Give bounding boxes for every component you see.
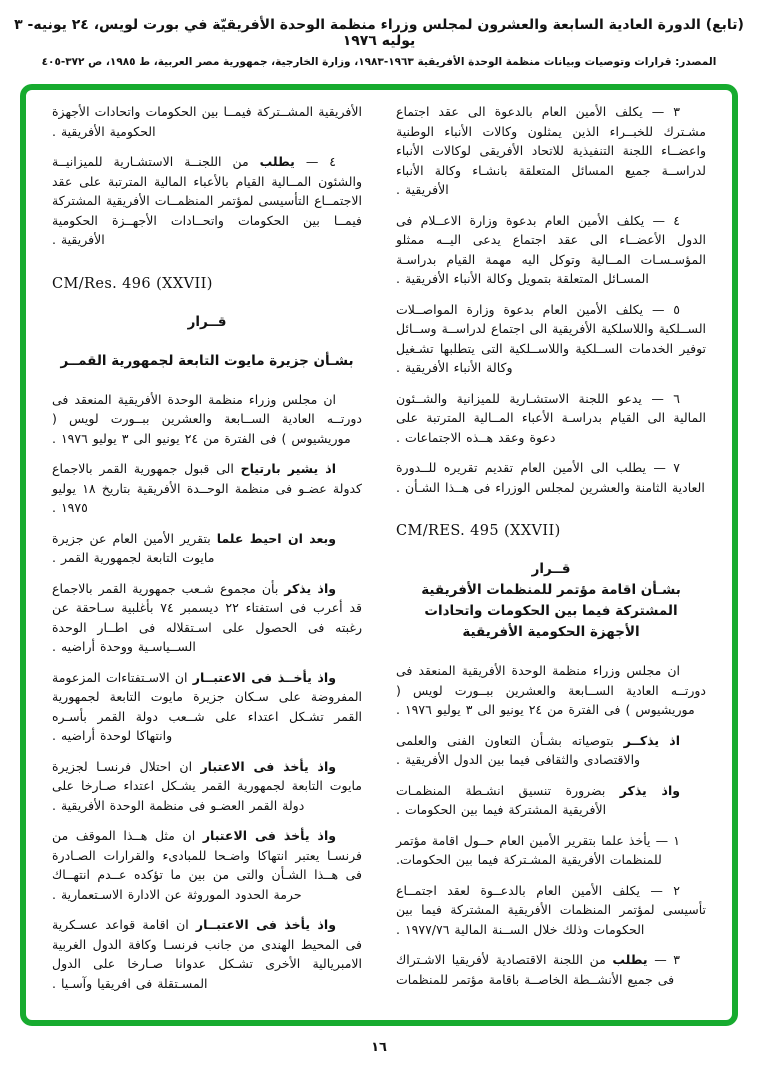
column-right — [396, 102, 706, 1004]
resolution-title — [52, 312, 362, 333]
resolution-title — [52, 351, 362, 372]
paragraph: واذ يذكر بضرورة تنسيق انشـطة المنظمـات الأفريقية المشتركة فيما بين الحكومات . — [396, 782, 680, 817]
paragraph-lead: يطلب — [259, 154, 295, 169]
resolution-title-line: المشتركة فيما بين الحكومات واتحادات — [424, 603, 678, 619]
document-frame — [20, 84, 738, 1026]
paragraph: الأفريقية المشــتركة فيمــا بين الحكومات واتحادات الأجهزة الحكومية الأفريقية . — [52, 104, 362, 139]
paragraph-lead: اذ يذكــر — [623, 732, 680, 748]
paragraph: واذ يأخذ فى الاعتبار ان احتلال فرنسـا لجزيرة مايوت التابعة لجمهورية القمر يشـكل اعتداء صـارخا على دولة القمر العضـو فى منظمة الوحدة الأفريقية . — [52, 758, 362, 813]
resolution-title — [396, 559, 706, 643]
paragraph: واذ يأخذ فى الاعتبــار ان اقامة قواعد عسـكرية فى المحيط الهندى من جانب فرنسـا وكافة الدول الغربية الامبريالية الأخرى تشـكل عدوانا صـارخا على الدول المسـتقلة فى افريقيا وآسـيا . — [52, 917, 362, 991]
paragraph-lead: وبعد ان احيط علما — [216, 530, 337, 546]
paragraph-lead: واذ يأخذ فى الاعتبــار — [195, 917, 336, 932]
resolution-title-line: الأجهزة الحكومية الأفريقية — [462, 624, 640, 640]
paragraph: ٢ — يكلف الأمين العام بالدعــوة لعقد اجتمــاع تأسيسى لمؤتمر المنظمات الأفريقية المشتركة فيما بين الحكومات وذلك خلال الســنة المالية ١٩٧٧/٧٦ . — [396, 882, 706, 937]
resolution-ref: CM/RES. 495 (XXVII) — [396, 523, 561, 539]
paragraph-lead: واذ يأخذ فى الاعتبار — [200, 758, 336, 774]
paragraph: وبعد ان احيط علما بتقرير الأمين العام عن جزيرة مايوت التابعة لجمهورية القمر . — [52, 530, 337, 565]
paragraph: ٣ — يكلف الأمين العام بالدعوة الى عقد اجتماع مشـترك للخبــراء الذين يمثلون وكالات الأنباء الوطنية واعضــاء اللجنة التنفيذية للاتحاد الأفريقى لوكالات الأنباء لدراســة جميع المسائل المتعلقة بانشـاء وكالة الأنباء الأفريقية . — [396, 104, 706, 197]
paragraph-lead: واذ يأخــذ فى الاعتبــار — [192, 669, 336, 685]
paragraph: واذ يذكر بأن مجموع شـعب جمهورية القمر بالاجماع قد أعرب فى استفتاء ٢٢ ديسمبر ٧٤ بأغلبية سـاحقة عن رغبته فى الحصول على اسـتقلاله فى اطــار الوحدة الســياسـية ووحدة أراضيه . — [52, 580, 362, 654]
paragraph: ٥ — يكلف الأمين العام بدعوة وزارة المواصــلات الســلكية واللاسلكية الأفريقية الى اجتماع لدراســة وســائل توفير الخدمات الســلكية واللاســلكية التى يتطلبها تشـغيل وكالة الأنباء الأفريقية . — [396, 301, 706, 375]
paragraph-lead: واذ يأخذ فى الاعتبار — [202, 828, 336, 843]
paragraph: ٧ — يطلب الى الأمين العام تقديم تقريره للــدورة العادية الثامنة والعشرين لمجلس الوزراء فى هــذا الشـأن . — [396, 460, 705, 495]
paragraph: ان مجلس وزراء منظمة الوحدة الأفريقية المنعقد فى دورتــه العادية الســابعة والعشرين ببــورت لويس ( موريشيوس ) فى الفترة من ٢٤ يونيو الى ٣ يوليو ١٩٧٦ . — [52, 391, 362, 446]
page-number: ١٦ — [371, 1040, 387, 1055]
paragraph: ٦ — يدعو اللجنة الاستشـارية للميزانية والشــئون المالية الى القيام بدراسـة الأعباء المــالية المترتبة على دعوة وعقد هــذه الاجتماعات . — [396, 390, 706, 445]
paragraph: ١ — يأخذ علما بتقرير الأمين العام حــول اقامة مؤتمر للمنظمات الأفريقية المشـتركة فيما بين الحكومات. — [396, 832, 680, 867]
paragraph: واذ يأخذ فى الاعتبار ان مثل هــذا الموقف من فرنسـا يعتبر انتهاكا واضـحا للمبادىء والقرارات الصـادرة فى هــذا الشـأن والتى من بين ما تؤكده عــدم انتهــاك حرمة الحدود الموروثة عن الادارة الاسـتعمارية . — [52, 828, 362, 902]
header-source: المصدر: قرارات وتوصيات وبيانات منظمة الوحدة الأفريقية ١٩٦٣-١٩٨٣، وزارة الخارجية، جمهورية مصر العربية، ط ١٩٨٥، ص ٣٧٢-٤٠٥ — [41, 56, 717, 68]
paragraph: ٣ — يطلب من اللجنة الاقتصادية لأفريقيا الاشـتراك فى جميع الأنشــطة الخاصــة باقامة مؤتمر للمنظمات — [396, 952, 680, 987]
paragraph: واذ يأخــذ فى الاعتبــار ان الاسـتفتاءات المزعومة المفروضة على سـكان جزيرة مايوت التابعة لجمهورية القمر تشـكل اعتداء على شــعب دولة القمر بأسـره وانتهاكا لوحدة أراضيه . — [52, 669, 362, 743]
resolution-title-line: قــرار — [187, 313, 227, 330]
resolution-title-line: بشـأن جزيرة مايوت التابعة لجمهورية القمــر — [60, 352, 354, 369]
paragraph-lead: واذ يذكر — [284, 580, 337, 596]
column-left — [52, 102, 362, 1004]
paragraph-lead: واذ يذكر — [619, 782, 680, 798]
paragraph-lead: يطلب — [612, 952, 648, 967]
resolution-title-line: بشـأن اقامة مؤتمر للمنظمات الأفريقية — [421, 582, 681, 598]
paragraph: ٤ — يطلب من اللجنــة الاستشـارية للميزانيــة والشئون المــالية القيام بالأعباء المالية المترتبة على عقد الاجتمــاع التأسيسى لمؤتمر المنظمــات الأفريقية المشتركة فيمــا بين الحكومات واتحــادات الأجهــزة الحكومية الأفريقية . — [52, 154, 362, 247]
paragraph: ان مجلس وزراء منظمة الوحدة الأفريقية المنعقد فى دورتــه العادية الســابعة والعشرين ببــورت لويس ( موريشيوس ) فى الفترة من ٢٤ يونيو الى ٣ يوليو ١٩٧٦ . — [396, 663, 706, 717]
paragraph: اذ يشير بارتياح الى قبول جمهورية القمر بالاجماع كدولة عضـو فى منظمة الوحــدة الأفريقية بتاريخ ١٨ يوليو ١٩٧٥ . — [52, 461, 362, 515]
page-header — [0, 0, 758, 68]
header-title: (تابع) الدورة العادية السابعة والعشرون لمجلس وزراء منظمة الوحدة الأفريقيّة في بورت لويس، ٢٤ يونيه- ٣ يوليه ١٩٧٦ — [14, 17, 744, 49]
paragraph-lead: اذ يشير بارتياح — [240, 461, 337, 476]
paragraph: ٤ — يكلف الأمين العام بدعوة وزارة الاعــلام فى الدول الأعضــاء الى عقد اجتماع يدعى اليــه ممثلو المؤسـسـات المــالية وتوكل اليه مهمة القيام بدراسـة المسـائل المتعلقة بتمويل وكالة الأنباء الأفريقية . — [396, 212, 706, 286]
resolution-title-line: قــرار — [531, 561, 571, 577]
page-footer — [0, 1040, 758, 1065]
resolution-ref: CM/Res. 496 (XXVII) — [52, 275, 213, 292]
paragraph: اذ يذكــر بتوصياته بشـأن التعاون الفنى والعلمى والاقتصادى والثقافى فيما بين الدول الأفريقية . — [396, 732, 680, 767]
